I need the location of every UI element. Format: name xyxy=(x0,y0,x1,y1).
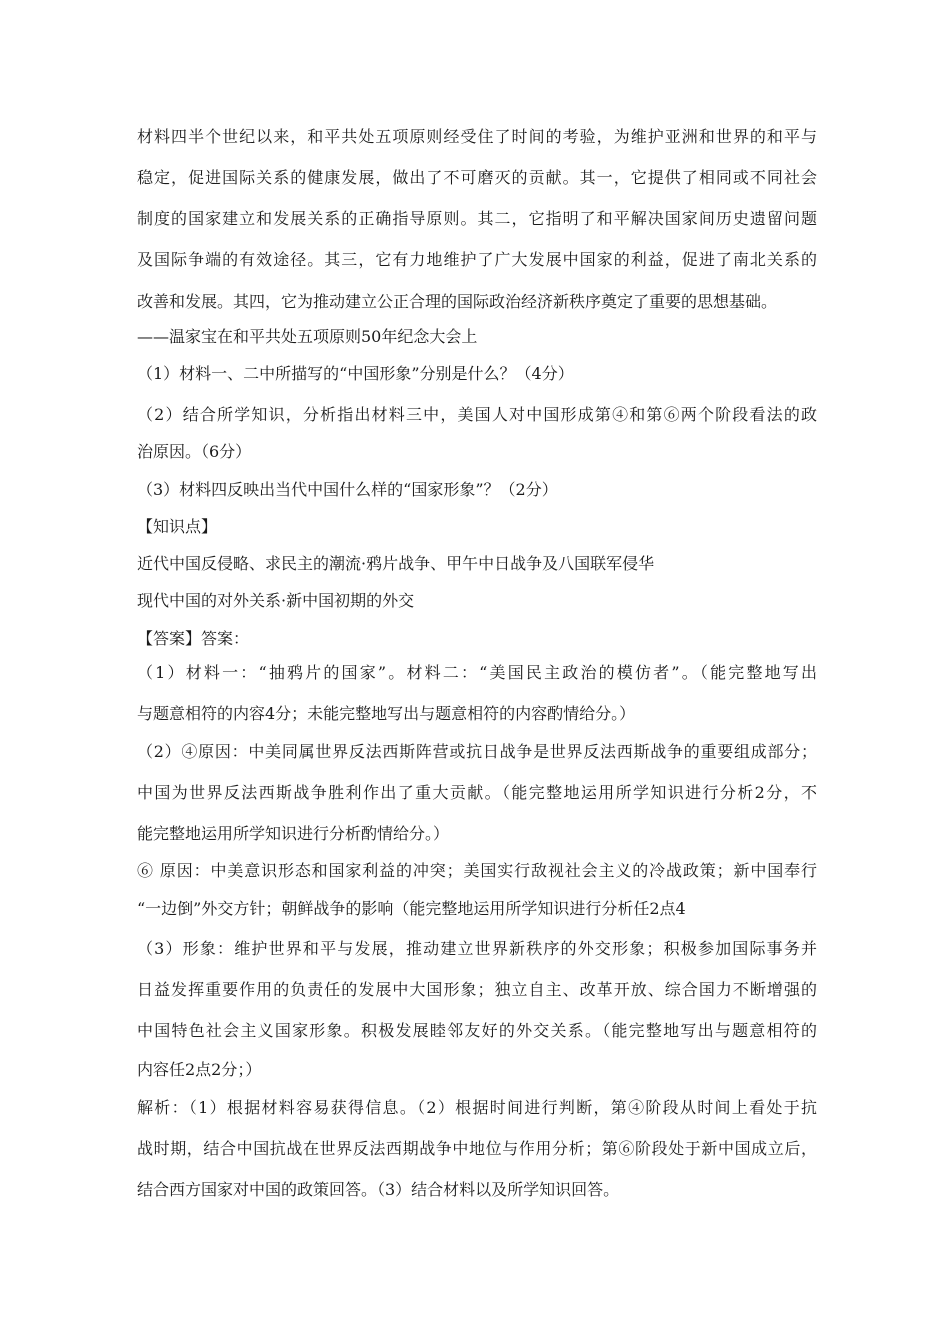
answer-header: 【答案】答案： xyxy=(137,629,250,648)
answer-line: “一边倒”外交方针；朝鲜战争的影响（能完整地运用所学知识进行分析任2点4 xyxy=(137,899,686,918)
answer-line: 中国为世界反法西斯战争胜利作出了重大贡献。（能完整地运用所学知识进行分析2分，不 xyxy=(137,783,817,802)
knowledge-item: 现代中国的对外关系·新中国初期的外交 xyxy=(137,591,415,610)
analysis-line: 解析：（1）根据材料容易获得信息。（2）根据时间进行判断，第④阶段从时间上看处于抗 xyxy=(137,1098,817,1117)
answer-line: 日益发挥重要作用的负责任的发展中大国形象；独立自主、改革开放、综合国力不断增强的 xyxy=(137,980,817,999)
answer-line: 与题意相符的内容4分；未能完整地写出与题意相符的内容酌情给分。） xyxy=(137,704,636,723)
question-1: （1）材料一、二中所描写的“中国形象”分别是什么？（4分） xyxy=(137,364,574,383)
answer-line: （3）形象：维护世界和平与发展，推动建立世界新秩序的外交形象；积极参加国际事务并 xyxy=(137,939,817,958)
material4-source: ——温家宝在和平共处五项原则50年纪念大会上 xyxy=(137,327,478,346)
answer-line: （1）材料一：“抽鸦片的国家”。材料二：“美国民主政治的模仿者”。（能完整地写出 xyxy=(137,663,817,682)
material4-line: 稳定，促进国际关系的健康发展，做出了不可磨灭的贡献。其一，它提供了相同或不同社会 xyxy=(137,168,817,187)
question-2: （2）结合所学知识，分析指出材料三中，美国人对中国形成第④和第⑥两个阶段看法的政 xyxy=(137,405,817,424)
material4-line: 制度的国家建立和发展关系的正确指导原则。其二，它指明了和平解决国家间历史遗留问题 xyxy=(137,209,817,228)
material4-line: 改善和发展。其四，它为推动建立公正合理的国际政治经济新秩序奠定了重要的思想基础。 xyxy=(137,292,778,311)
knowledge-item: 近代中国反侵略、求民主的潮流·鸦片战争、甲午中日战争及八国联军侵华 xyxy=(137,554,655,573)
question-3: （3）材料四反映出当代中国什么样的“国家形象”？（2分） xyxy=(137,480,558,499)
analysis-line: 战时期，结合中国抗战在世界反法西期战争中地位与作用分析；第⑥阶段处于新中国成立后， xyxy=(137,1139,817,1158)
answer-line: 能完整地运用所学知识进行分析酌情给分。） xyxy=(137,824,450,843)
answer-line: ⑥ 原因：中美意识形态和国家利益的冲突；美国实行敌视社会主义的冷战政策；新中国奉行 xyxy=(137,861,817,880)
knowledge-header: 【知识点】 xyxy=(137,517,218,536)
question-2-cont: 治原因。（6分） xyxy=(137,442,252,461)
material4-line: 材料四半个世纪以来，和平共处五项原则经受住了时间的考验，为维护亚洲和世界的和平与 xyxy=(137,127,817,146)
answer-line: 内容任2点2分；） xyxy=(137,1060,262,1079)
material4-line: 及国际争端的有效途径。其三，它有力地维护了广大发展中国家的利益，促进了南北关系的 xyxy=(137,250,817,269)
analysis-line: 结合西方国家对中国的政策回答。（3）结合材料以及所学知识回答。 xyxy=(137,1180,620,1199)
answer-line: （2）④原因：中美同属世界反法西斯阵营或抗日战争是世界反法西斯战争的重要组成部分； xyxy=(137,742,817,761)
answer-line: 中国特色社会主义国家形象。积极发展睦邻友好的外交关系。（能完整地写出与题意相符的 xyxy=(137,1021,817,1040)
